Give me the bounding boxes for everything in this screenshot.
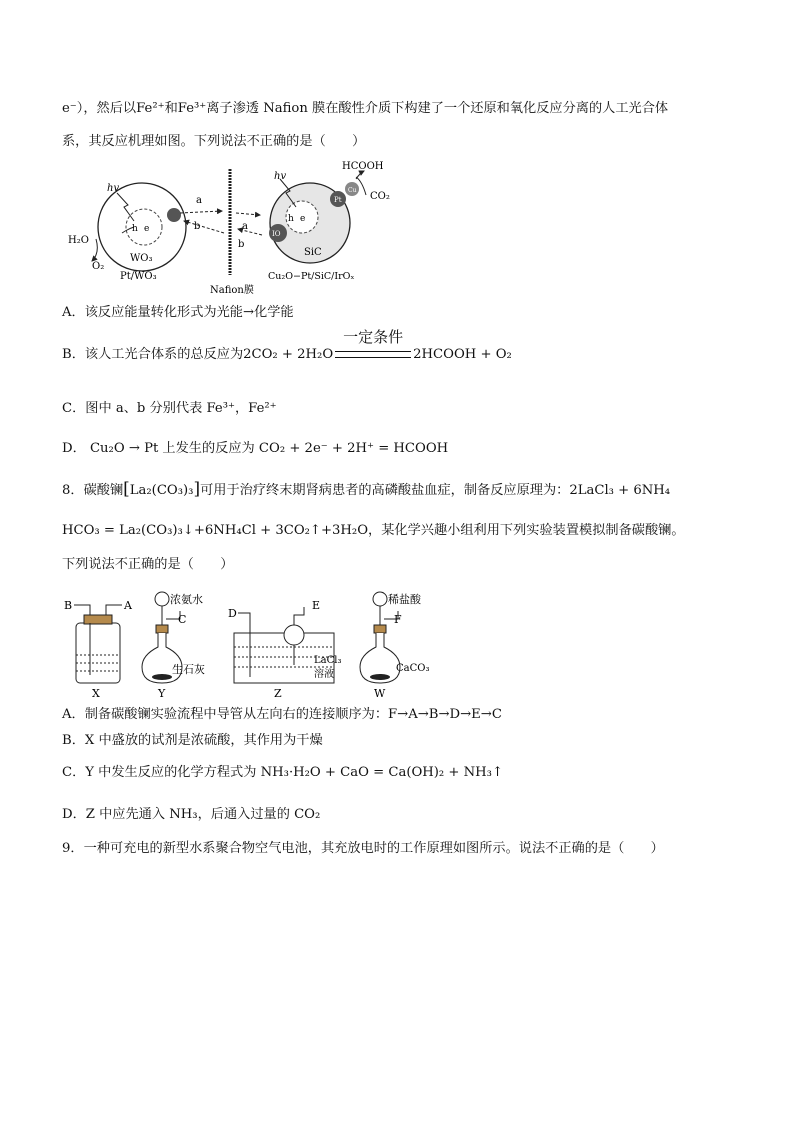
dilute-hcl-label: 稀盐酸 — [388, 593, 421, 606]
cu-particle-label: Cu — [348, 187, 357, 194]
port-d-label: D — [228, 607, 237, 620]
port-e-label: E — [312, 599, 321, 612]
hv-left-label: hv — [107, 183, 120, 194]
q8-option-d: D．Z 中应先通入 NH₃，后通入过量的 CO₂ — [62, 807, 321, 822]
apparatus-figure — [62, 585, 452, 700]
port-c-label: C — [178, 613, 187, 626]
catalyst-label: Cu₂O−Pt/SiC/IrOₓ — [268, 271, 355, 282]
lacl3-label: LaCl₃ — [314, 655, 342, 666]
electron-label-left: e — [144, 224, 150, 234]
caco3-label: CaCO₃ — [396, 663, 430, 674]
hcooh-label: HCOOH — [342, 161, 384, 172]
q8-formula: La₂(CO₃)₃ — [129, 483, 194, 498]
q7-option-d: D． Cu₂O → Pt 上发生的反应为 CO₂ + 2e⁻ + 2H⁺ = HCOOH — [62, 441, 449, 456]
q7-option-b-left: 2CO₂ + 2H₂O — [243, 347, 334, 362]
o2-label: O₂ — [92, 261, 105, 272]
pt-particle-left — [167, 208, 181, 222]
reaction-condition: 一定条件 — [343, 328, 404, 346]
reaction-condition-arrow — [333, 328, 413, 364]
label-a-right: a — [242, 221, 248, 232]
hole-label-left: h — [132, 224, 138, 234]
q8-line1-end: 可用于治疗终末期肾病患者的高磷酸盐血症，制备反应原理为：2LaCl₃ + 6NH₄ — [200, 483, 671, 498]
q7-intro-line1: e⁻），然后以Fe²⁺和Fe³⁺离子渗透 Nafion 膜在酸性介质下构建了一个还原和氧化反应分离的人工光合体 — [62, 101, 669, 116]
q7-intro-line2: 系，其反应机理如图。下列说法不正确的是（ ） — [62, 134, 366, 149]
q7-option-b-prefix: B．该人工光合体系的总反应为 — [62, 347, 244, 362]
solution-label: 溶液 — [314, 669, 334, 680]
ammonia-water-label: 浓氨水 — [170, 593, 203, 606]
apparatus-w-label: W — [374, 687, 386, 700]
port-f-label: F — [394, 613, 402, 626]
hole-label-right: h — [288, 214, 294, 224]
q8-line3: 下列说法不正确的是（ ） — [62, 557, 234, 572]
port-b-label: B — [64, 599, 73, 612]
pt-particle-right: Pt — [334, 196, 342, 204]
photosynthesis-figure — [62, 155, 392, 300]
label-b-right: b — [238, 239, 245, 250]
q9-line1: 9．一种可充电的新型水系聚合物空气电池，其充放电时的工作原理如图所示。说法不正确的是（ ） — [62, 841, 664, 856]
h2o-label: H₂O — [68, 235, 89, 246]
apparatus-x-label: X — [92, 687, 100, 700]
apparatus-z-label: Z — [274, 687, 282, 700]
port-a-label: A — [124, 599, 132, 612]
wo3-label: WO₃ — [130, 253, 153, 264]
electron-label-right: e — [300, 214, 306, 224]
apparatus-y-label: Y — [158, 687, 166, 700]
pt-wo3-label: Pt/WO₃ — [120, 271, 157, 282]
iro-particle-label: IO — [272, 230, 281, 238]
q8-option-b: B．X 中盛放的试剂是浓硫酸，其作用为干燥 — [62, 733, 323, 748]
q8-line1-start: 8．碳酸镧 — [62, 483, 124, 498]
co2-label: CO₂ — [370, 191, 390, 202]
nafion-label: Nafion膜 — [210, 285, 254, 296]
q7-option-b-right: 2HCOOH + O₂ — [413, 347, 512, 362]
sic-label: SiC — [304, 247, 322, 258]
q7-option-b — [62, 328, 512, 364]
q8-line1: 8．碳酸镧[La₂(CO₃)₃]可用于治疗终末期肾病患者的高磷酸盐血症，制备反应原理为：2LaCl₃ + 6NH₄ — [62, 479, 671, 499]
quicklime-label: 生石灰 — [172, 663, 205, 676]
q8-option-a: A．制备碳酸镧实验流程中导管从左向右的连接顺序为：F→A→B→D→E→C — [62, 707, 502, 722]
hv-right-label: hv — [274, 171, 287, 182]
label-a-left: a — [196, 195, 202, 206]
q8-line2: HCO₃ = La₂(CO₃)₃↓+6NH₄Cl + 3CO₂↑+3H₂O，某化学兴趣小组利用下列实验装置模拟制备碳酸镧。 — [62, 523, 685, 538]
q7-option-c: C．图中 a、b 分别代表 Fe³⁺，Fe²⁺ — [62, 401, 277, 416]
label-b-left: b — [194, 221, 201, 232]
q8-option-c: C．Y 中发生反应的化学方程式为 NH₃·H₂O + CaO = Ca(OH)₂ + NH₃↑ — [62, 765, 504, 780]
q7-option-a: A．该反应能量转化形式为光能→化学能 — [62, 305, 294, 320]
